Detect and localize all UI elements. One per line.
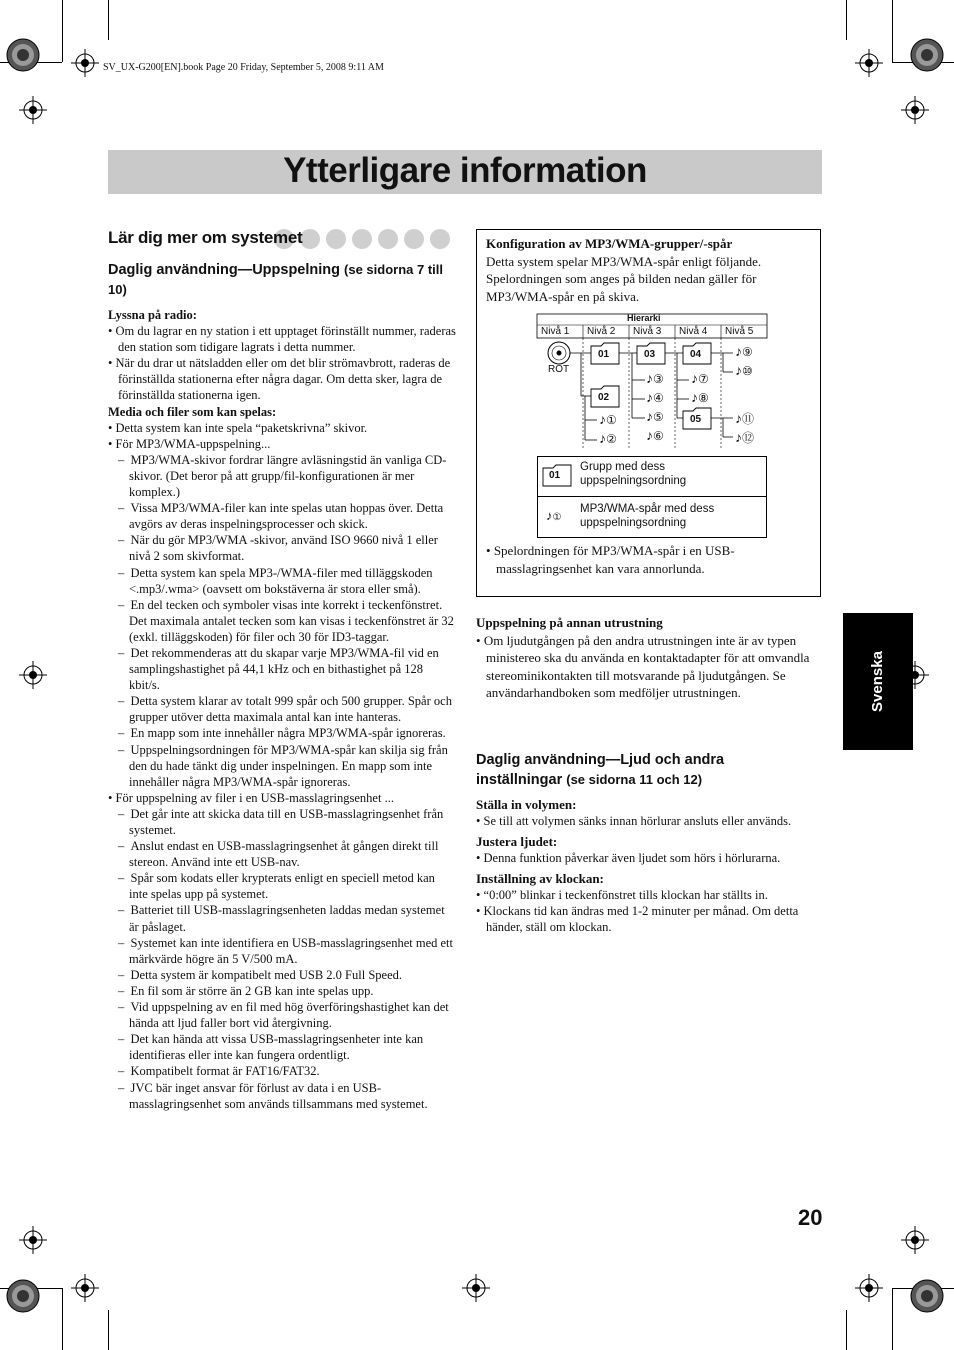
- folder-number: 04: [690, 349, 702, 360]
- list-item: – JVC bär inget ansvar för förlust av data i en USB-masslagringsenhet som används tillsammans med systemet.: [118, 1080, 428, 1111]
- page-number: 20: [798, 1205, 823, 1230]
- list-item: • Om du lagrar en ny station i ett upptaget förinställt nummer, raderas den station som tidigare lagrats i detta nummer.: [108, 324, 456, 355]
- other-equipment-label: Uppspelning på annan utrustning: [476, 615, 663, 630]
- list-item: – Vissa MP3/WMA-filer kan inte spelas utan hoppas över. Detta avgörs av deras inspelningsprocesser och skick.: [118, 501, 444, 532]
- list-item: – Det kan hända att vissa USB-masslagringsenheter inte kan identifieras eller inte kan fungera ordentligt.: [118, 1032, 424, 1063]
- list-item: – Systemet kan inte identifiera en USB-masslagringsenhet med ett märkvärde högre än 5 V/500 mA.: [118, 935, 453, 966]
- folder-number: 01: [598, 349, 610, 360]
- clock-label: Inställning av klockan:: [476, 871, 604, 887]
- legend-folder-text: Grupp med dess uppspelningsordning: [580, 461, 687, 487]
- list-item: – Detta system är kompatibelt med USB 2.0 Full Speed.: [118, 967, 402, 982]
- page-title: Ytterligare information: [283, 151, 647, 190]
- folder-number: 05: [690, 414, 702, 425]
- list-item: • Denna funktion påverkar även ljudet som hörs i hörlurarna.: [476, 851, 781, 866]
- note-icon: ♪②: [599, 430, 617, 446]
- level-label: Nivå 4: [679, 326, 708, 337]
- volume-label: Ställa in volymen:: [476, 797, 577, 812]
- disc-icon: [548, 342, 570, 364]
- config-intro: Detta system spelar MP3/WMA-spår enligt följande. Spelordningen som anges på bilden nedan gäller för MP3/WMA-spår en på skiva.: [486, 253, 762, 304]
- root-label: ROT: [548, 364, 570, 375]
- list-item: • När du drar ut nätsladden eller om det blir strömavbrott, raderas de förinställda stationerna efter några dagar. Om detta sker, lagra de förinställda stationerna igen.: [108, 356, 451, 403]
- list-item: • “0:00” blinkar i teckenfönstret tills klockan har ställts in.: [476, 888, 768, 903]
- note-icon: ♪①: [599, 411, 617, 427]
- legend-track-text: MP3/WMA-spår med dess uppspelningsordning: [580, 503, 715, 529]
- right-column-other: [476, 614, 826, 702]
- list-item: • Se till att volymen sänks innan hörlurar ansluts eller används.: [476, 814, 792, 828]
- list-item: – Vid uppspelning av en fil med hög överföringshastighet kan det hända att ljud faller bort vid återgivning.: [118, 1000, 449, 1031]
- note-icon: ♪⑨: [735, 343, 753, 359]
- folder-number: 03: [644, 349, 656, 360]
- section-title: Lär dig mer om systemet: [108, 228, 303, 247]
- subheading-sound: Daglig användning—Ljud och andra inställningar (se sidorna 11 och 12): [476, 752, 725, 788]
- list-item: – Detta system klarar av totalt 999 spår och 500 grupper. Spår och grupper utöver detta maximala antal kan inte hanteras.: [118, 694, 452, 725]
- radio-label: Lyssna på radio:: [108, 308, 197, 322]
- list-item: – En fil som är större än 2 GB kan inte spelas upp.: [118, 983, 374, 998]
- media-label: Media och filer som kan spelas:: [108, 404, 277, 419]
- list-item: • För MP3/WMA-uppspelning...: [108, 436, 271, 451]
- list-item: – Spår som kodats eller krypterats enligt en speciell metod kan inte spelas upp på systemet.: [118, 871, 435, 902]
- config-title: Konfiguration av MP3/WMA-grupper/-spår: [486, 236, 733, 251]
- list-item: – Batteriet till USB-masslagringsenheten laddas medan systemet är påslaget.: [118, 903, 445, 934]
- hierarchy-header: Hierarki: [627, 313, 661, 323]
- language-tab: [843, 613, 913, 750]
- section-heading: [108, 228, 454, 250]
- list-item: – Det rekommenderas att du skapar varje MP3/WMA-fil vid en samplingshastighet på 44,1 kHz och en bithastighet på 128 kbit/s.: [118, 645, 439, 693]
- level-label: Nivå 1: [541, 326, 570, 337]
- legend-folder-number: 01: [549, 470, 561, 481]
- list-item: – Kompatibelt format är FAT16/FAT32.: [118, 1064, 320, 1079]
- note-icon: ♪③: [646, 370, 664, 386]
- right-column-settings: [476, 796, 826, 935]
- list-item: – Det går inte att skicka data till en USB-masslagringsenhet från systemet.: [118, 806, 444, 837]
- list-item: – En mapp som inte innehåller några MP3/WMA-spår ignoreras.: [118, 726, 446, 741]
- subheading-playback: Daglig användning—Uppspelning (se sidorna 7 till 10): [108, 262, 444, 297]
- config-note: • Spelordningen för MP3/WMA-spår i en USB-masslagringsenhet kan vara annorlunda.: [486, 543, 735, 576]
- mp3-config-box: [476, 229, 821, 597]
- list-item: – MP3/WMA-skivor fordrar längre avläsningstid än vanliga CD-skivor. (Det beror på att grupp/fil-konfigurationen är mer komplex.): [118, 452, 447, 500]
- level-label: Nivå 3: [633, 326, 662, 337]
- language-tab-label: Svenska: [869, 651, 886, 712]
- list-item: – Detta system kan spela MP3-/WMA-filer med tilläggskoden <.mp3/.wma> (oavsett om bokstäverna är stora eller små).: [118, 565, 433, 596]
- note-icon: ♪⑪: [735, 410, 755, 426]
- note-icon: ♪④: [646, 389, 664, 405]
- list-item: – Anslut endast en USB-masslagringsenhet åt gången direkt till stereon. Använd inte ett USB-nav.: [118, 839, 439, 870]
- left-column: [108, 260, 456, 1112]
- legend-note-icon: ♪①: [546, 508, 562, 523]
- list-item: – När du gör MP3/WMA -skivor, använd ISO 9660 nivå 1 eller nivå 2 som skivformat.: [118, 533, 438, 564]
- list-item: • För uppspelning av filer i en USB-masslagringsenhet ...: [108, 790, 394, 805]
- list-item: • Detta system kan inte spela “paketskrivna” skivor.: [108, 420, 368, 435]
- list-item: – En del tecken och symboler visas inte korrekt i teckenfönstret.: [118, 597, 443, 612]
- title-bar: [108, 150, 822, 194]
- note-icon: ♪⑥: [646, 427, 664, 443]
- note-icon: ♪⑦: [691, 370, 709, 386]
- list-item: • Klockans tid kan ändras med 1-2 minuter per månad. Om detta händer, ställ om klockan.: [476, 904, 799, 935]
- folder-number: 02: [598, 392, 610, 403]
- list-item: • Om ljudutgången på den andra utrustningen inte är av typen ministereo ska du använda en kontaktadapter för att omvandla stereominikontakten till motsvarande på ljudutgången. Se användarhandboken som medföljer utrustningen.: [476, 632, 810, 700]
- note-icon: ♪⑩: [735, 362, 753, 378]
- level-label: Nivå 2: [587, 326, 616, 337]
- level-label: Nivå 5: [725, 326, 754, 337]
- note-icon: ♪⑫: [735, 429, 755, 445]
- list-item-continuation: Det maximala antalet tecken som kan visas i teckenfönstret är 32 (exkl. tilläggskoden) för filer och 30 för ID3-taggar.: [129, 613, 454, 644]
- note-icon: ♪⑤: [646, 408, 664, 424]
- note-icon: ♪⑧: [691, 389, 709, 405]
- list-item: – Uppspelningsordningen för MP3/WMA-spår kan skilja sig från den du hade tänkt dig under inspelningen. En mapp som inte innehåller några MP3/WMA-spår ignoreras.: [118, 742, 448, 789]
- file-header-note: SV_UX-G200[EN].book Page 20 Friday, September 5, 2008 9:11 AM: [103, 62, 384, 73]
- sound-label: Justera ljudet:: [476, 834, 558, 850]
- diagram-legend: [537, 456, 767, 538]
